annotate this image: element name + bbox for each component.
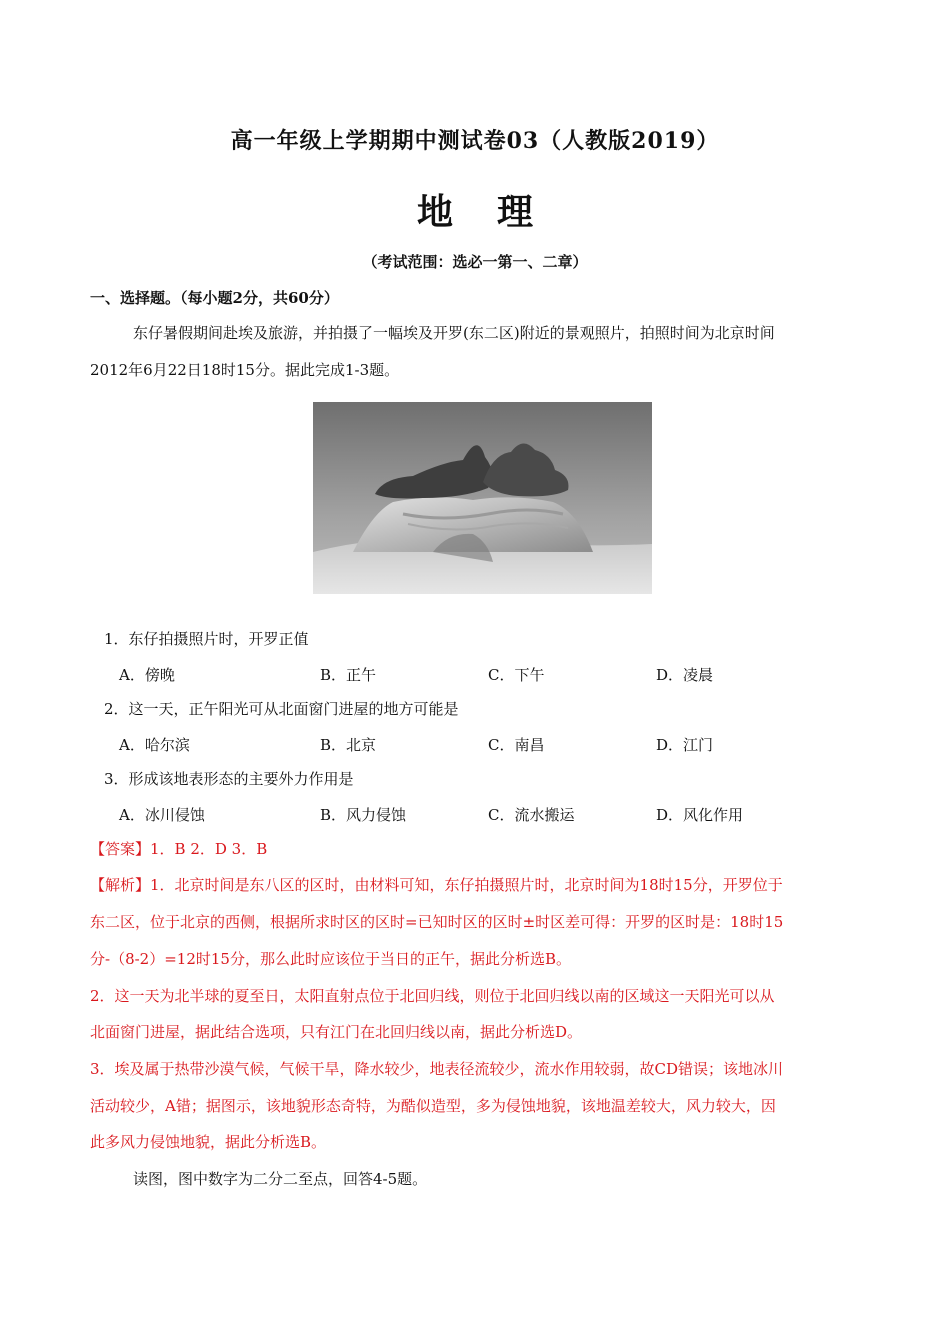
intro-paragraph-line1: 东仔暑假期间赴埃及旅游，并拍摄了一幅埃及开罗(东二区)附近的景观照片，拍照时间为北京时间 [133,324,775,342]
question-2-option-a: A．哈尔滨 [119,736,190,754]
answer-key: 【答案】1．B 2．D 3．B [90,840,268,858]
rock-formation-illustration [313,402,652,594]
analysis-line-4: 2．这一天为北半球的夏至日，太阳直射点位于北回归线，则位于北回归线以南的区域这一天阳光可以从 [90,987,775,1005]
question-1-stem: 1．东仔拍摄照片时，开罗正值 [104,630,309,648]
question-3-option-b: B．风力侵蚀 [320,806,407,824]
question-2-option-b: B．北京 [320,736,377,754]
question-2-option-d: D．江门 [656,736,714,754]
analysis-line-2: 东二区，位于北京的西侧，根据所求时区的区时=已知时区的区时±时区差可得：开罗的区时是：18时15 [90,913,784,931]
question-2-stem: 2．这一天，正午阳光可从北面窗门进屋的地方可能是 [104,700,459,718]
analysis-line-8: 此多风力侵蚀地貌，据此分析选B。 [90,1133,327,1151]
exam-title: 高一年级上学期期中测试卷03（人教版2019） [230,128,720,154]
question-3-option-a: A．冰川侵蚀 [119,806,205,824]
question-3-option-d: D．风化作用 [656,806,744,824]
question-1-option-b: B．正午 [320,666,377,684]
question-1-option-d: D．凌晨 [656,666,714,684]
exam-scope: （考试范围：选必一第一、二章） [362,253,588,271]
analysis-line-5: 北面窗门进屋，据此结合选项，只有江门在北回归线以南，据此分析选D。 [90,1023,583,1041]
analysis-line-1: 【解析】1．北京时间是东八区的区时，由材料可知，东仔拍摄照片时，北京时间为18时15分，开罗位于 [90,876,783,894]
analysis-line-7: 活动较少，A错；据图示，该地貌形态奇特，为酷似造型，多为侵蚀地貌，该地温差较大，风力较大，因 [90,1097,776,1115]
question-1-option-a: A．傍晚 [119,666,175,684]
analysis-line-6: 3．埃及属于热带沙漠气候，气候干旱，降水较少，地表径流较少，流水作用较弱，故CD错误；该地冰川 [90,1060,784,1078]
question-2-option-c: C．南昌 [488,736,545,754]
intro-paragraph-line2: 2012年6月22日18时15分。据此完成1-3题。 [90,361,400,379]
question-1-option-c: C．下午 [488,666,545,684]
analysis-line-3: 分-（8-2）=12时15分，那么此时应该位于当日的正午，据此分析选B。 [90,950,571,968]
section-heading: 一、选择题。（每小题2分，共60分） [90,289,339,307]
rock-formation-photo [313,402,652,594]
next-question-intro: 读图，图中数字为二分二至点，回答4-5题。 [133,1170,428,1188]
question-3-option-c: C．流水搬运 [488,806,575,824]
subject-title: 地理 [416,191,577,233]
question-3-stem: 3．形成该地表形态的主要外力作用是 [104,770,354,788]
